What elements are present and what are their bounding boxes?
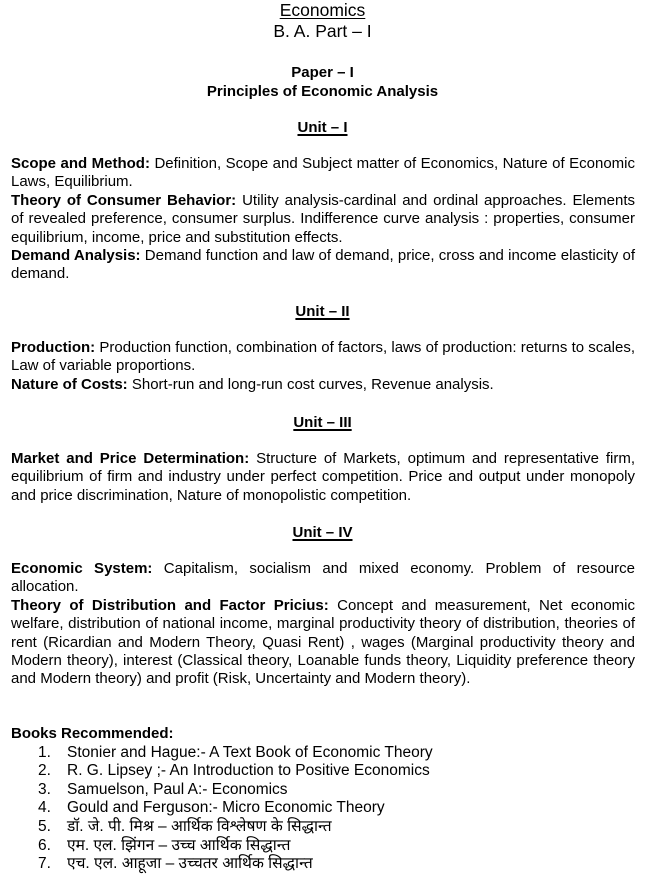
topic-demand-analysis	[11, 247, 635, 284]
topic-text: Structure of Markets, optimum and representative firm, equilibrium of firm and industry under perfect competition. Price and output under monopoly and price discrimination, Nature of monopolistic competition.	[11, 450, 635, 504]
topic-heading: Market and Price Determination:	[11, 450, 250, 467]
book-number: 1.	[38, 743, 51, 761]
unit-1-heading	[0, 118, 645, 137]
book-title: एच. एल. आहूजा – उच्चतर आर्थिक सिद्धान्त	[67, 855, 313, 873]
topic-scope-method	[11, 155, 635, 192]
book-item	[11, 744, 635, 763]
topic-economic-system	[11, 560, 635, 597]
unit-1-title: Unit – I	[297, 119, 348, 136]
unit-4-content	[11, 560, 635, 689]
topic-heading: Production:	[11, 339, 96, 356]
book-item	[11, 855, 635, 874]
books-heading: Books Recommended:	[11, 725, 174, 742]
book-item	[11, 818, 635, 837]
unit-3-title: Unit – III	[293, 414, 352, 431]
topic-text: Definition, Scope and Subject matter of Economics, Nature of Economic Laws, Equilibrium.	[11, 155, 635, 191]
topic-nature-of-costs	[11, 376, 635, 394]
topic-heading: Demand Analysis:	[11, 247, 141, 265]
unit-2-content	[11, 339, 635, 394]
book-number: 5.	[38, 817, 51, 835]
topic-distribution	[11, 597, 635, 689]
topic-heading: Theory of Distribution and Factor Pricius:	[11, 596, 329, 614]
book-item	[11, 781, 635, 800]
book-title: डॉ. जे. पी. मिश्र – आर्थिक विश्लेषण के सिद्धान्त	[67, 817, 332, 835]
topic-text: Utility analysis-cardinal and ordinal approaches. Elements of revealed preference, consumer surplus. Indifference curve analysis : properties, consumer equilibrium, income, price and substitution effects.	[11, 191, 635, 246]
paper-number: Paper – I	[291, 64, 354, 81]
unit-3-content	[11, 450, 635, 505]
topic-text: Capitalism, socialism and mixed economy. Problem of resource allocation.	[11, 560, 635, 596]
unit-2-title: Unit – II	[295, 303, 350, 320]
topic-text: Concept and measurement, Net economic welfare, distribution of national income, marginal productivity theory of distribution, theories of rent (Ricardian and Modern Theory, Quasi Rent) , wages (Marginal productivity theory and Modern theory), interest (Classical theory, Loanable funds theory, Liquidity preference theory and Modern theory) and profit (Risk, Uncertainty and Modern theory).	[11, 596, 635, 688]
topic-heading: Scope and Method:	[11, 155, 150, 172]
unit-3-heading	[0, 413, 645, 432]
topic-text: Production function, combination of factors, laws of production: returns to scales, Law of variable proportions.	[11, 339, 635, 375]
topic-text: Short-run and long-run cost curves, Revenue analysis.	[127, 375, 494, 393]
topic-consumer-behavior	[11, 192, 635, 247]
book-item	[11, 762, 635, 781]
subject-title	[0, 0, 645, 21]
book-title: Samuelson, Paul A:- Economics	[67, 780, 288, 798]
book-item	[11, 799, 635, 818]
topic-text: Demand function and law of demand, price, cross and income elasticity of demand.	[11, 247, 635, 283]
book-number: 7.	[38, 855, 51, 873]
book-title: एम. एल. झिंगन – उच्च आर्थिक सिद्धान्त	[67, 836, 291, 854]
book-number: 6.	[38, 836, 51, 854]
books-list	[11, 744, 635, 874]
book-title: R. G. Lipsey ;- An Introduction to Positive Economics	[67, 762, 430, 780]
paper-title: Principles of Economic Analysis	[206, 83, 439, 100]
book-item	[11, 837, 635, 856]
book-title: Gould and Ferguson:- Micro Economic Theory	[67, 799, 385, 817]
unit-4-heading	[0, 523, 645, 542]
course-title: B. A. Part – I	[273, 21, 372, 41]
subject-title-text: Economics	[279, 0, 366, 20]
unit-1-content	[11, 155, 635, 284]
book-title: Stonier and Hague:- A Text Book of Economic Theory	[67, 743, 433, 761]
book-number: 4.	[38, 799, 51, 817]
topic-heading: Theory of Consumer Behavior:	[11, 191, 237, 209]
books-recommended	[11, 725, 635, 874]
topic-production	[11, 339, 635, 376]
topic-market-price	[11, 450, 635, 505]
unit-4-title: Unit – IV	[292, 524, 353, 541]
topic-heading: Nature of Costs:	[11, 375, 128, 393]
unit-2-heading	[0, 302, 645, 321]
book-number: 3.	[38, 780, 51, 798]
topic-heading: Economic System:	[11, 560, 153, 577]
book-number: 2.	[38, 762, 51, 780]
